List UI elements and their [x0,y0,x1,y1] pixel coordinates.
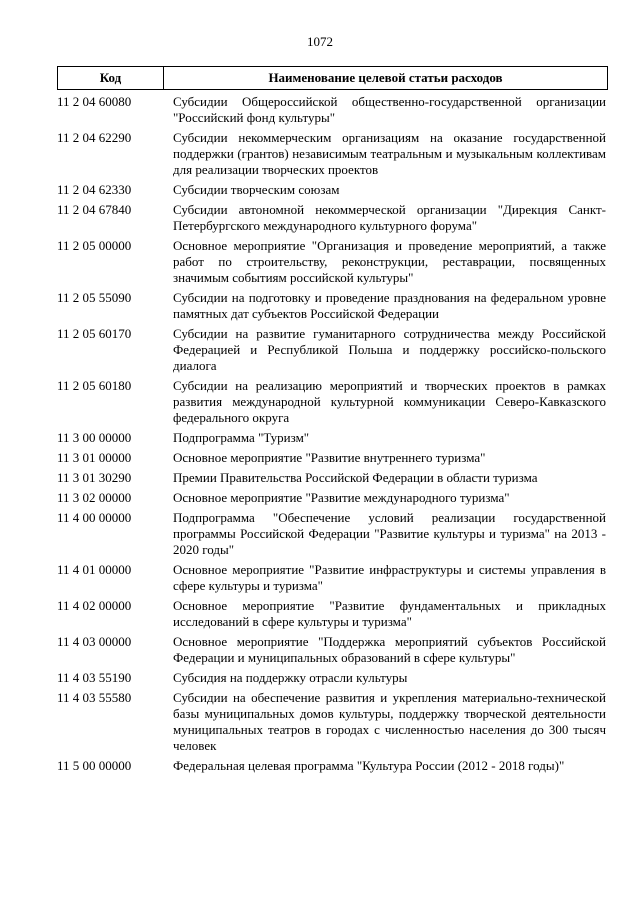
row-name: Основное мероприятие "Поддержка мероприятий субъектов Российской Федерации и муниципальных образований в сфере культуры" [173,634,606,665]
row-name: Основное мероприятие "Развитие фундаментальных и прикладных исследований в сфере культуры и туризма" [173,598,606,629]
table-row [57,490,608,506]
row-name: Субсидии автономной некоммерческой организации "Дирекция Санкт-Петербургского международного культурного форума" [173,202,606,233]
table-row [57,470,608,486]
table-row [57,510,608,558]
row-name: Субсидии на развитие гуманитарного сотрудничества между Российской Федерацией и Республикой Польша и поддержку российско-польского диалога [173,326,606,373]
row-code: 11 5 00 00000 [57,758,132,773]
table-row [57,450,608,466]
row-name: Подпрограмма "Обеспечение условий реализации государственной программы Российской Федерации "Развитие культуры и туризма" на 2013 - 2020 годы" [173,510,606,557]
row-name: Субсидии на подготовку и проведение празднования на федеральном уровне памятных дат субъектов Российской Федерации [173,290,606,321]
row-code: 11 2 05 55090 [57,290,132,305]
row-code: 11 2 05 60180 [57,378,132,393]
table-row [57,238,608,286]
row-code: 11 2 04 62290 [57,130,132,145]
budget-table [57,66,608,774]
table-row [57,130,608,178]
table-row [57,430,608,446]
row-name: Субсидии на реализацию мероприятий и творческих проектов в рамках развития международной культурной коммуникации Северо-Кавказского федерального округа [173,378,606,425]
row-code: 11 2 05 00000 [57,238,132,253]
table-header [57,66,608,90]
table-row [57,690,608,754]
row-code: 11 2 04 67840 [57,202,132,217]
row-name: Субсидии на обеспечение развития и укрепления материально-технической базы муниципальных домов культуры, поддержку творческой деятельности муниципальных театров в городах с численностью населения до 300 тысяч человек [173,690,606,753]
table-row [57,202,608,234]
row-code: 11 4 03 55580 [57,690,132,705]
header-code: Код [57,67,164,89]
table-row [57,634,608,666]
page-number: 1072 [307,34,333,49]
table-row [57,670,608,686]
table-row [57,326,608,374]
row-name: Премии Правительства Российской Федерации в области туризма [173,470,538,485]
row-name: Основное мероприятие "Организация и проведение мероприятий, а также работ по строительству, реконструкции, реставрации, посвященных значимым событиям российской культуры" [173,238,606,285]
row-code: 11 3 01 30290 [57,470,132,485]
table-row [57,290,608,322]
row-name: Основное мероприятие "Развитие внутреннего туризма" [173,450,486,465]
table-row [57,182,608,198]
row-name: Федеральная целевая программа "Культура России (2012 - 2018 годы)" [173,758,565,773]
row-name: Основное мероприятие "Развитие международного туризма" [173,490,510,505]
row-code: 11 3 00 00000 [57,430,132,445]
row-code: 11 4 03 00000 [57,634,132,649]
row-code: 11 2 04 60080 [57,94,132,109]
table-row [57,378,608,426]
row-code: 11 3 01 00000 [57,450,132,465]
row-name: Субсидии творческим союзам [173,182,340,197]
table-row [57,598,608,630]
row-name: Основное мероприятие "Развитие инфраструктуры и системы управления в сфере культуры и туризма" [173,562,606,593]
row-name: Субсидии некоммерческим организациям на оказание государственной поддержки (грантов) независимым театральным и музыкальным коллективам для реализации творческих проектов [173,130,606,177]
row-code: 11 3 02 00000 [57,490,132,505]
row-code: 11 2 05 60170 [57,326,132,341]
row-code: 11 4 01 00000 [57,562,132,577]
row-name: Субсидии Общероссийской общественно-государственной организации "Российский фонд культуры" [173,94,606,125]
row-name: Субсидия на поддержку отрасли культуры [173,670,408,685]
row-code: 11 4 00 00000 [57,510,132,525]
row-code: 11 4 03 55190 [57,670,132,685]
row-code: 11 4 02 00000 [57,598,132,613]
table-row [57,94,608,126]
header-name: Наименование целевой статьи расходов [164,67,608,89]
row-code: 11 2 04 62330 [57,182,132,197]
table-row [57,562,608,594]
table-body [57,94,608,774]
row-name: Подпрограмма "Туризм" [173,430,310,445]
table-row [57,758,608,774]
